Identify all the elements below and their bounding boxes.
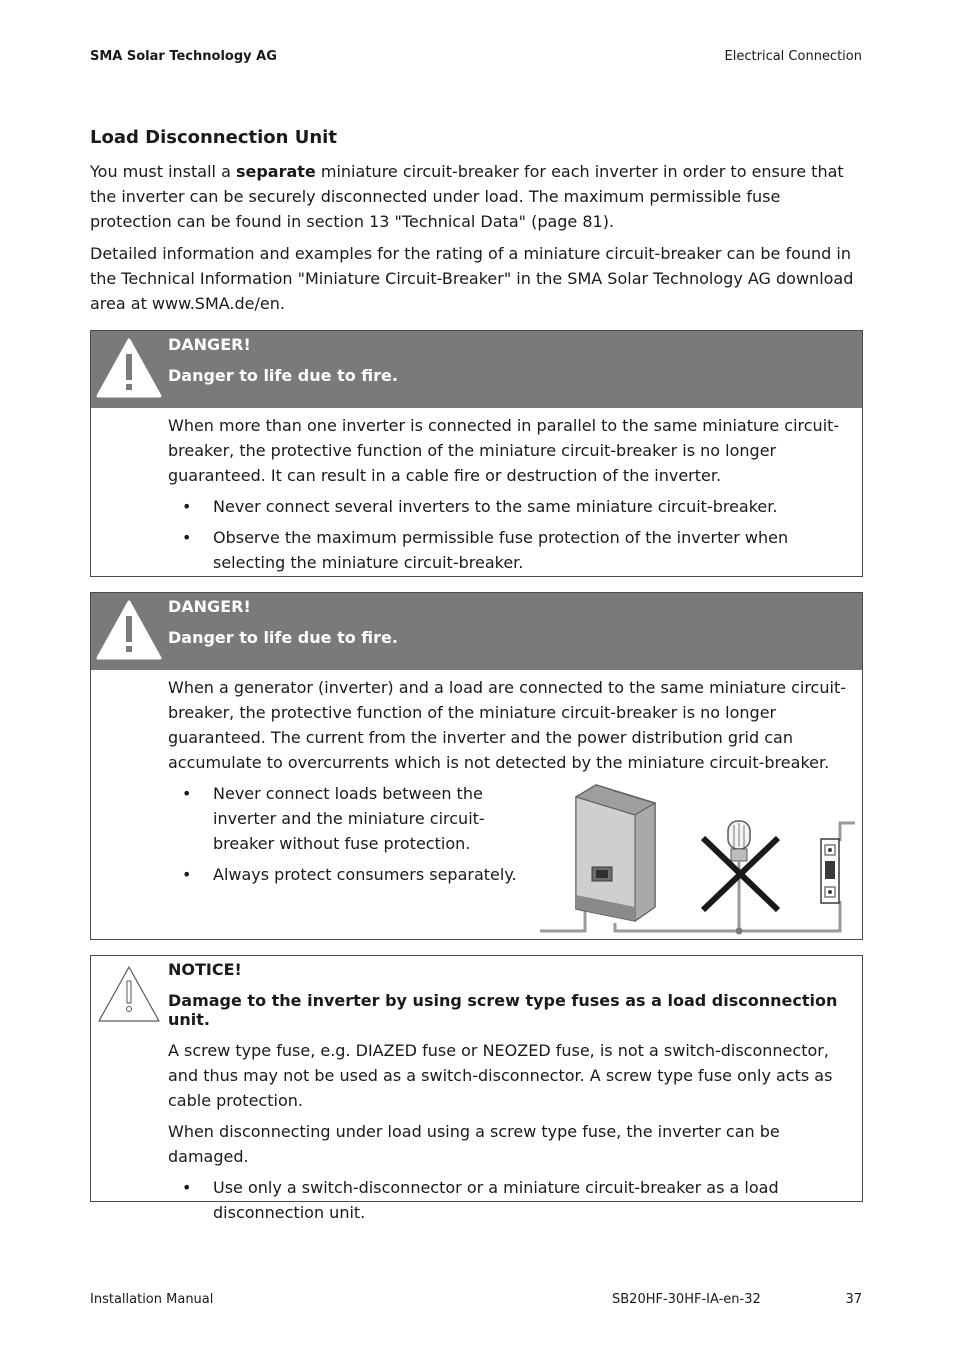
section-title: Load Disconnection Unit: [90, 127, 337, 148]
danger-box-1: [90, 330, 863, 577]
danger-bullet-list: [168, 781, 538, 887]
details-paragraph: Detailed information and examples for the rating of a miniature circuit-breaker can be found in the Technical Information "Miniature Circuit-Breaker" in the SMA Solar Technology AG download area at www.SMA.de/en.: [90, 244, 854, 313]
danger-box-2: [90, 592, 863, 940]
footer-doc-id: SB20HF-30HF-IA-en-32: [612, 1292, 761, 1307]
notice-title: Damage to the inverter by using screw type fuses as a load disconnection unit.: [168, 991, 838, 1029]
notice-box-body: [91, 1033, 862, 1235]
danger-box-1-body: [91, 408, 862, 585]
danger-title: Danger to life due to fire.: [168, 628, 398, 647]
warning-triangle-icon: [95, 598, 163, 662]
danger-text: When more than one inverter is connected in parallel to the same miniature circuit-breaker, the protective function of the miniature circuit-breaker is no longer guaranteed. It can result in a cable fire or destruction of the inverter.: [168, 416, 840, 485]
notice-keyword: NOTICE!: [168, 960, 242, 979]
danger-bullet-list: [168, 494, 854, 575]
danger-box-1-header: [91, 331, 862, 408]
footer-manual-type: Installation Manual: [90, 1292, 214, 1307]
list-item: • Never connect loads between the inverter and the miniature circuit-breaker without fuse protection.: [168, 781, 538, 856]
notice-box-header: [91, 956, 862, 1033]
danger-title: Danger to life due to fire.: [168, 366, 398, 385]
emphasis-separate: separate: [235, 162, 316, 181]
notice-bullet-list: [168, 1175, 854, 1225]
footer-page-number: 37: [845, 1292, 862, 1307]
inverter-load-illustration: [540, 783, 860, 937]
list-item: • Always protect consumers separately.: [168, 862, 538, 887]
danger-box-2-header: [91, 593, 862, 670]
warning-triangle-icon: [95, 336, 163, 400]
list-item: • Observe the maximum permissible fuse protection of the inverter when selecting the miniature circuit-breaker.: [168, 525, 854, 575]
header-chapter: Electrical Connection: [724, 49, 862, 64]
notice-box: [90, 955, 863, 1222]
intro-paragraph: You must install a separate miniature circuit-breaker for each inverter in order to ensure that the inverter can be securely disconnected under load. The maximum permissible fuse protection can be found in section 13 "Technical Data" (page 81).: [90, 162, 844, 231]
notice-text-1: A screw type fuse, e.g. DIAZED fuse or NEOZED fuse, is not a switch-disconnector, and thus may not be used as a switch-disconnector. A screw type fuse only acts as cable protection.: [168, 1041, 833, 1110]
danger-keyword: DANGER!: [168, 597, 251, 616]
danger-keyword: DANGER!: [168, 335, 251, 354]
notice-text-2: When disconnecting under load using a screw type fuse, the inverter can be damaged.: [168, 1122, 780, 1166]
danger-text: When a generator (inverter) and a load are connected to the same miniature circuit-breaker, the protective function of the miniature circuit-breaker is no longer guaranteed. The current from the inverter and the power distribution grid can accumulate to overcurrents which is not detected by the miniature circuit-breaker.: [168, 678, 846, 772]
list-item: • Use only a switch-disconnector or a miniature circuit-breaker as a load disconnection unit.: [168, 1175, 854, 1225]
header-company: SMA Solar Technology AG: [90, 49, 277, 64]
notice-triangle-icon: [95, 961, 163, 1025]
list-item: • Never connect several inverters to the same miniature circuit-breaker.: [168, 494, 854, 519]
